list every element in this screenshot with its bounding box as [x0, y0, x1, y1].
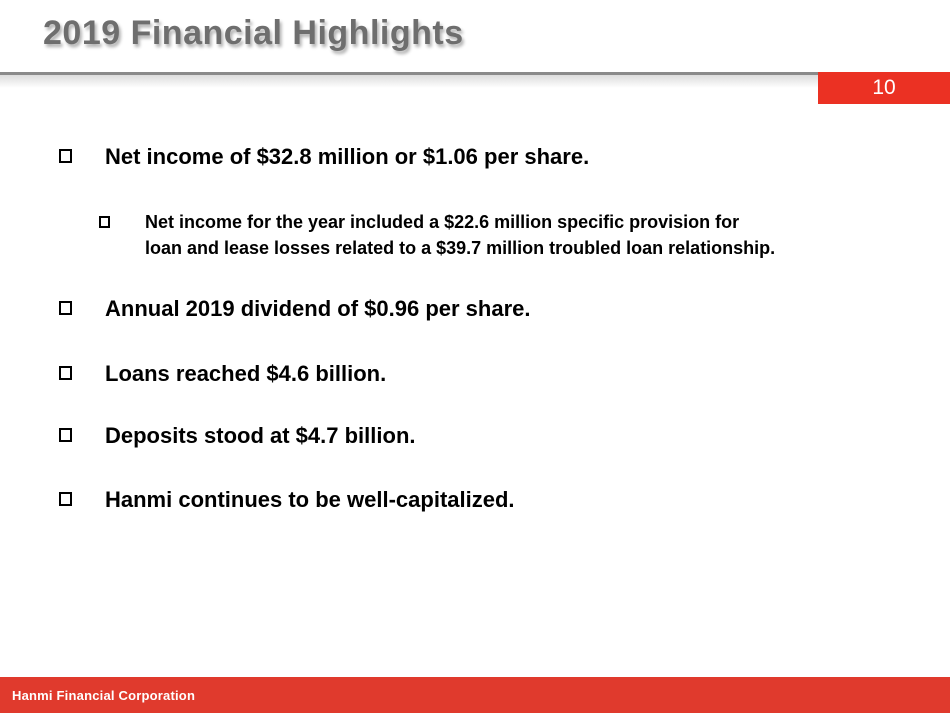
square-bullet-icon: [59, 149, 72, 163]
sub-bullet-line-1: Net income for the year included a $22.6 million specific provision for: [145, 212, 740, 232]
bullet-text: Loans reached $4.6 billion.: [105, 361, 387, 386]
footer-company-name: Hanmi Financial Corporation: [12, 687, 196, 703]
bullet-text: Deposits stood at $4.7 billion.: [105, 423, 416, 448]
square-bullet-icon: [59, 428, 72, 442]
square-bullet-icon: [59, 366, 72, 380]
bullet-text: Hanmi continues to be well-capitalized.: [105, 487, 515, 512]
footer-bar: [0, 677, 950, 713]
sub-bullet-line-2: loan and lease losses related to a $39.7 million troubled loan relationship.: [145, 238, 776, 258]
square-bullet-icon: [59, 301, 72, 315]
square-bullet-icon: [59, 492, 72, 506]
bullet-item-capitalized: [59, 487, 515, 513]
bullet-text: Net income of $32.8 million or $1.06 per share.: [105, 144, 590, 169]
bullet-item-dividend: [59, 296, 531, 322]
sub-bullet-text: [145, 209, 775, 261]
slide-title: 2019 Financial Highlights: [43, 14, 464, 52]
bullet-item-net-income: [59, 144, 589, 170]
page-number-badge: [818, 72, 950, 104]
bullet-item-loans: [59, 361, 386, 387]
page-number: 10: [872, 76, 896, 99]
bullet-item-deposits: [59, 423, 416, 449]
sub-bullet-item-provision: [99, 209, 775, 261]
title-divider-shadow: [0, 75, 950, 88]
square-bullet-icon: [99, 216, 110, 228]
bullet-text: Annual 2019 dividend of $0.96 per share.: [105, 296, 531, 321]
